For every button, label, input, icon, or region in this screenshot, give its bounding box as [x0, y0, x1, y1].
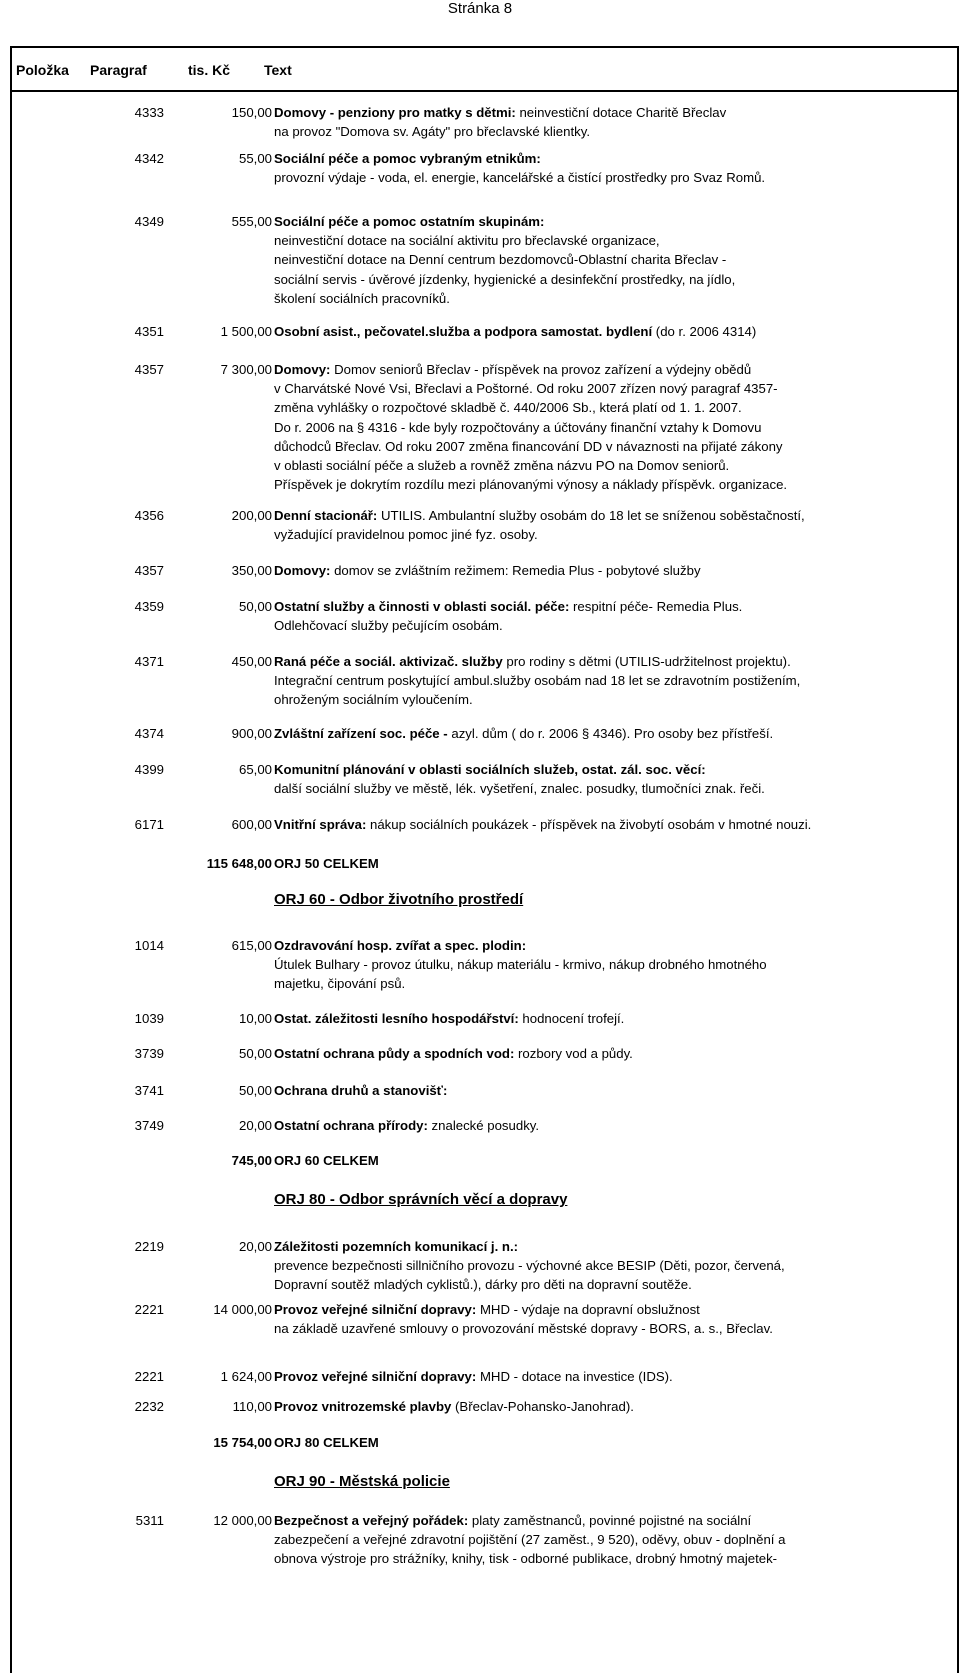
text-line	[274, 149, 954, 168]
paragraf-cell: 2221	[134, 1369, 164, 1384]
text-line	[274, 525, 954, 544]
text-cell	[274, 212, 954, 308]
text-line	[274, 1237, 954, 1256]
text-cell	[274, 506, 954, 544]
text-segment: nákup sociálních poukázek - příspěvek na živobytí osobám v hmotné nouzi.	[366, 817, 812, 832]
text-line	[274, 398, 954, 417]
text-line	[274, 289, 954, 308]
text-segment: (do r. 2006 4314)	[652, 324, 757, 339]
bold-text: ORJ 80 CELKEM	[274, 1435, 379, 1450]
text-segment: důchodců Břeclav. Od roku 2007 změna financování DD v návaznosti na přijaté zákony	[274, 438, 783, 454]
text-line	[274, 506, 954, 525]
bold-text: Sociální péče a pomoc vybraným etnikům:	[274, 151, 541, 166]
text-line	[274, 616, 954, 635]
text-segment: MHD - dotace na investice (IDS).	[476, 1369, 673, 1384]
table-header	[12, 62, 960, 84]
text-cell	[274, 1151, 954, 1170]
text-line	[274, 974, 954, 993]
bold-text: Ostatní ochrana půdy a spodních vod:	[274, 1046, 515, 1061]
paragraf-cell: 4357	[134, 362, 164, 377]
text-cell	[274, 1081, 954, 1100]
amount-cell: 115 648,00	[206, 856, 272, 871]
paragraf-cell: 2232	[134, 1399, 164, 1414]
text-cell	[274, 149, 954, 187]
text-cell	[274, 1367, 954, 1386]
amount-cell: 615,00	[231, 938, 272, 953]
paragraf-cell: 4371	[134, 654, 164, 669]
paragraf-cell: 4399	[134, 762, 164, 777]
text-segment: (Břeclav-Pohansko-Janohrad).	[451, 1399, 634, 1414]
text-line	[274, 936, 954, 955]
text-cell	[274, 1397, 954, 1416]
text-segment: další sociální služby ve městě, lék. vyšetření, znalec. posudky, tlumočníci znak. řeči.	[274, 781, 765, 797]
paragraf-cell: 3741	[134, 1083, 164, 1098]
text-line	[274, 1151, 954, 1170]
text-segment: MHD - výdaje na dopravní obslužnost	[476, 1302, 700, 1317]
text-line	[274, 1009, 954, 1028]
text-line	[274, 231, 954, 250]
paragraf-cell: 3749	[134, 1118, 164, 1133]
text-segment: platy zaměstnanců, povinné pojistné na sociální	[468, 1513, 752, 1528]
text-cell	[274, 1433, 954, 1452]
text-line	[274, 854, 954, 873]
text-line	[274, 561, 954, 580]
text-line	[274, 955, 954, 974]
amount-cell: 600,00	[231, 817, 272, 832]
bold-text: Bezpečnost a veřejný pořádek:	[274, 1513, 469, 1528]
text-line	[274, 779, 954, 798]
text-segment: změna vyhlášky o rozpočtové skladbě č. 440/2006 Sb., která platí od 1. 1. 2007.	[274, 400, 742, 416]
bold-text: Provoz vnitrozemské plavby	[274, 1399, 452, 1414]
amount-cell: 55,00	[238, 151, 272, 166]
text-segment: Domov seniorů Břeclav - příspěvek na provoz zařízení a výdejny obědů	[330, 362, 752, 377]
amount-cell: 900,00	[231, 726, 272, 741]
text-cell	[274, 652, 954, 710]
amount-cell: 50,00	[238, 1046, 272, 1061]
text-segment: prevence bezpečnosti sillničního provozu - výchovné akce BESIP (Děti, pozor, červená,	[274, 1258, 785, 1274]
text-line	[274, 418, 954, 437]
amount-cell: 65,00	[238, 762, 272, 777]
text-segment: v oblasti sociální péče a služeb a rovněž změna názvu PO na Domov seniorů.	[274, 457, 730, 473]
text-line	[274, 815, 954, 834]
text-line	[274, 122, 954, 141]
text-segment: neinvestiční dotace na sociální aktivitu pro břeclavské organizace,	[274, 233, 660, 249]
paragraf-cell: 4351	[134, 324, 164, 339]
text-cell	[274, 1511, 954, 1569]
text-line	[274, 1044, 954, 1063]
amount-cell: 7 300,00	[220, 362, 272, 377]
amount-cell: 15 754,00	[213, 1435, 272, 1450]
text-segment: Do r. 2006 na § 4316 - kde byly rozpočtovány a účtovány finanční vztahy k Domovu	[274, 419, 762, 435]
text-cell	[274, 1116, 954, 1135]
text-segment: na provoz "Domova sv. Agáty" pro břeclavské klientky.	[274, 124, 590, 140]
text-line	[274, 1367, 954, 1386]
text-cell	[274, 815, 954, 834]
section-heading-text: ORJ 90 - Městská policie	[274, 1473, 450, 1490]
paragraf-cell: 3739	[134, 1046, 164, 1061]
section-heading-text: ORJ 80 - Odbor správních věcí a dopravy	[274, 1191, 568, 1208]
text-line	[274, 671, 954, 690]
amount-cell: 350,00	[231, 563, 272, 578]
budget-table	[10, 46, 959, 1673]
text-line	[274, 322, 954, 341]
text-line	[274, 379, 954, 398]
text-cell	[274, 1009, 954, 1028]
bold-text: Ostatní služby a činnosti v oblasti sociál. péče:	[274, 599, 570, 614]
bold-text: Komunitní plánování v oblasti sociálních služeb, ostat. zál. soc. věcí:	[274, 762, 706, 777]
paragraf-cell: 4374	[134, 726, 164, 741]
text-segment: v Charvátské Nové Vsi, Břeclavi a Poštorné. Od roku 2007 zřízen nový paragraf 4357-	[274, 381, 778, 397]
text-segment: provozní výdaje - voda, el. energie, kancelářské a čistící prostředky pro Svaz Romů.	[274, 170, 766, 186]
paragraf-cell: 4356	[134, 508, 164, 523]
amount-cell: 1 624,00	[220, 1369, 272, 1384]
paragraf-cell: 2219	[134, 1239, 164, 1254]
text-cell	[274, 936, 954, 994]
header-divider	[12, 90, 957, 92]
amount-cell: 150,00	[231, 105, 272, 120]
text-segment: hodnocení trofejí.	[518, 1011, 625, 1026]
text-segment: Útulek Bulhary - provoz útulku, nákup materiálu - krmivo, nákup drobného hmotného	[274, 957, 767, 973]
paragraf-cell: 1014	[134, 938, 164, 953]
amount-cell: 20,00	[238, 1118, 272, 1133]
amount-cell: 10,00	[238, 1011, 272, 1026]
bold-text: Domovy:	[274, 563, 331, 578]
bold-text: Domovy:	[274, 362, 331, 377]
paragraf-cell: 4342	[134, 151, 164, 166]
text-cell	[274, 597, 954, 635]
text-line	[274, 1511, 954, 1530]
text-line	[274, 760, 954, 779]
text-segment: sociální servis - úvěrové jízdenky, hygienické a desinfekční prostředky, na jídlo,	[274, 271, 736, 287]
text-cell	[274, 760, 954, 798]
amount-cell: 50,00	[238, 1083, 272, 1098]
paragraf-cell: 4349	[134, 214, 164, 229]
bold-text: Provoz veřejné silniční dopravy:	[274, 1302, 477, 1317]
amount-cell: 1 500,00	[220, 324, 272, 339]
bold-text: Vnitřní správa:	[274, 817, 367, 832]
bold-text: Domovy - penziony pro matky s dětmi:	[274, 105, 516, 120]
amount-cell: 50,00	[238, 599, 272, 614]
text-segment: Integrační centrum poskytující ambul.služby osobám nad 18 let se zdravotním postižením,	[274, 673, 801, 689]
text-segment: majetku, čipování psů.	[274, 976, 406, 992]
text-segment: domov se zvláštním režimem: Remedia Plus - pobytové služby	[330, 563, 701, 578]
paragraf-cell: 2221	[134, 1302, 164, 1317]
text-line	[274, 456, 954, 475]
text-line	[274, 1300, 954, 1319]
text-line	[274, 1275, 954, 1294]
text-cell	[274, 1044, 954, 1063]
text-cell	[274, 561, 954, 580]
paragraf-cell: 6171	[134, 817, 164, 832]
bold-text: Osobní asist., pečovatel.služba a podpora samostat. bydlení	[274, 324, 653, 339]
text-line	[274, 1081, 954, 1100]
text-line	[274, 1116, 954, 1135]
text-segment: ohroženým sociálním vyloučením.	[274, 692, 473, 708]
header-tis-kc: tis. Kč	[188, 62, 231, 78]
text-segment: školení sociálních pracovníků.	[274, 290, 450, 306]
text-segment: Odlehčovací služby pečujícím osobám.	[274, 618, 503, 634]
amount-cell: 555,00	[231, 214, 272, 229]
bold-text: Denní stacionář:	[274, 508, 378, 523]
text-line	[274, 1530, 954, 1549]
text-line	[274, 212, 954, 231]
amount-cell: 20,00	[238, 1239, 272, 1254]
text-cell	[274, 1237, 954, 1295]
text-line	[274, 1319, 954, 1338]
amount-cell: 450,00	[231, 654, 272, 669]
paragraf-cell: 4357	[134, 563, 164, 578]
text-line	[274, 652, 954, 671]
text-line	[274, 1549, 954, 1568]
amount-cell: 110,00	[232, 1399, 272, 1414]
text-line	[274, 250, 954, 269]
text-segment: pro rodiny s dětmi (UTILIS-udržitelnost projektu).	[502, 654, 791, 669]
bold-text: Zvláštní zařízení soc. péče -	[274, 726, 448, 741]
text-line	[274, 475, 954, 494]
paragraf-cell: 5311	[135, 1513, 164, 1528]
bold-text: ORJ 60 CELKEM	[274, 1153, 379, 1168]
text-segment: zabezpečení a veřejné zdravotní pojištění (27 zaměst., 9 520), oděvy, obuv - doplnění a	[274, 1532, 786, 1548]
text-line	[274, 103, 954, 122]
text-segment: Dopravní soutěž mladých cyklistů.), dárky pro děti na dopravní soutěže.	[274, 1277, 692, 1293]
text-segment: na základě uzavřené smlouvy o provozování městské dopravy - BORS, a. s., Břeclav.	[274, 1321, 773, 1337]
text-cell	[274, 103, 954, 141]
text-line	[274, 168, 954, 187]
amount-cell: 200,00	[231, 508, 272, 523]
bold-text: ORJ 50 CELKEM	[274, 856, 379, 871]
text-segment: vyžadující pravidelnou pomoc jiné fyz. osoby.	[274, 527, 538, 543]
text-segment: UTILIS. Ambulantní služby osobám do 18 let se sníženou soběstačností,	[377, 508, 805, 523]
header-text: Text	[264, 62, 292, 78]
text-cell	[274, 1300, 954, 1338]
text-cell	[274, 854, 954, 873]
amount-cell: 14 000,00	[213, 1302, 272, 1317]
text-line	[274, 724, 954, 743]
bold-text: Ozdravování hosp. zvířat a spec. plodin:	[274, 938, 527, 953]
text-segment: rozbory vod a půdy.	[514, 1046, 633, 1061]
bold-text: Ostatní ochrana přírody:	[274, 1118, 428, 1133]
bold-text: Sociální péče a pomoc ostatním skupinám:	[274, 214, 545, 229]
text-line	[274, 437, 954, 456]
header-paragraf: Paragraf	[90, 62, 147, 78]
text-line	[274, 690, 954, 709]
text-line	[274, 1397, 954, 1416]
text-line	[274, 597, 954, 616]
bold-text: Záležitosti pozemních komunikací j. n.:	[274, 1239, 519, 1254]
text-segment: neinvestiční dotace Charitě Břeclav	[515, 105, 727, 120]
header-polozka: Položka	[16, 62, 69, 78]
text-segment: obnova výstroje pro strážníky, knihy, tisk - odborné publikace, drobný hmotný majetek-	[274, 1551, 778, 1567]
page-title: Stránka 8	[447, 0, 513, 17]
amount-cell: 745,00	[231, 1153, 272, 1168]
bold-text: Raná péče a sociál. aktivizač. služby	[274, 654, 503, 669]
amount-cell: 12 000,00	[213, 1513, 272, 1528]
text-line	[274, 1256, 954, 1275]
bold-text: Ochrana druhů a stanovišť:	[274, 1083, 448, 1098]
text-cell	[274, 360, 954, 494]
text-segment: azyl. dům ( do r. 2006 § 4346). Pro osoby bez přístřeší.	[447, 726, 774, 741]
text-cell	[274, 724, 954, 743]
bold-text: Provoz veřejné silniční dopravy:	[274, 1369, 477, 1384]
paragraf-cell: 4333	[134, 105, 164, 120]
text-segment: neinvestiční dotace na Denní centrum bezdomovců-Oblastní charita Břeclav -	[274, 252, 727, 268]
text-segment: Příspěvek je dokrytím rozdílu mezi plánovanými výnosy a náklady příspěvk. organizace.	[274, 477, 788, 493]
text-segment: respitní péče- Remedia Plus.	[569, 599, 743, 614]
text-line	[274, 270, 954, 289]
paragraf-cell: 1039	[134, 1011, 164, 1026]
text-segment: znalecké posudky.	[427, 1118, 540, 1133]
text-cell	[274, 322, 954, 341]
text-line	[274, 360, 954, 379]
text-line	[274, 1433, 954, 1452]
section-heading-text: ORJ 60 - Odbor životního prostředí	[274, 891, 524, 908]
paragraf-cell: 4359	[134, 599, 164, 614]
bold-text: Ostat. záležitosti lesního hospodářství:	[274, 1011, 519, 1026]
